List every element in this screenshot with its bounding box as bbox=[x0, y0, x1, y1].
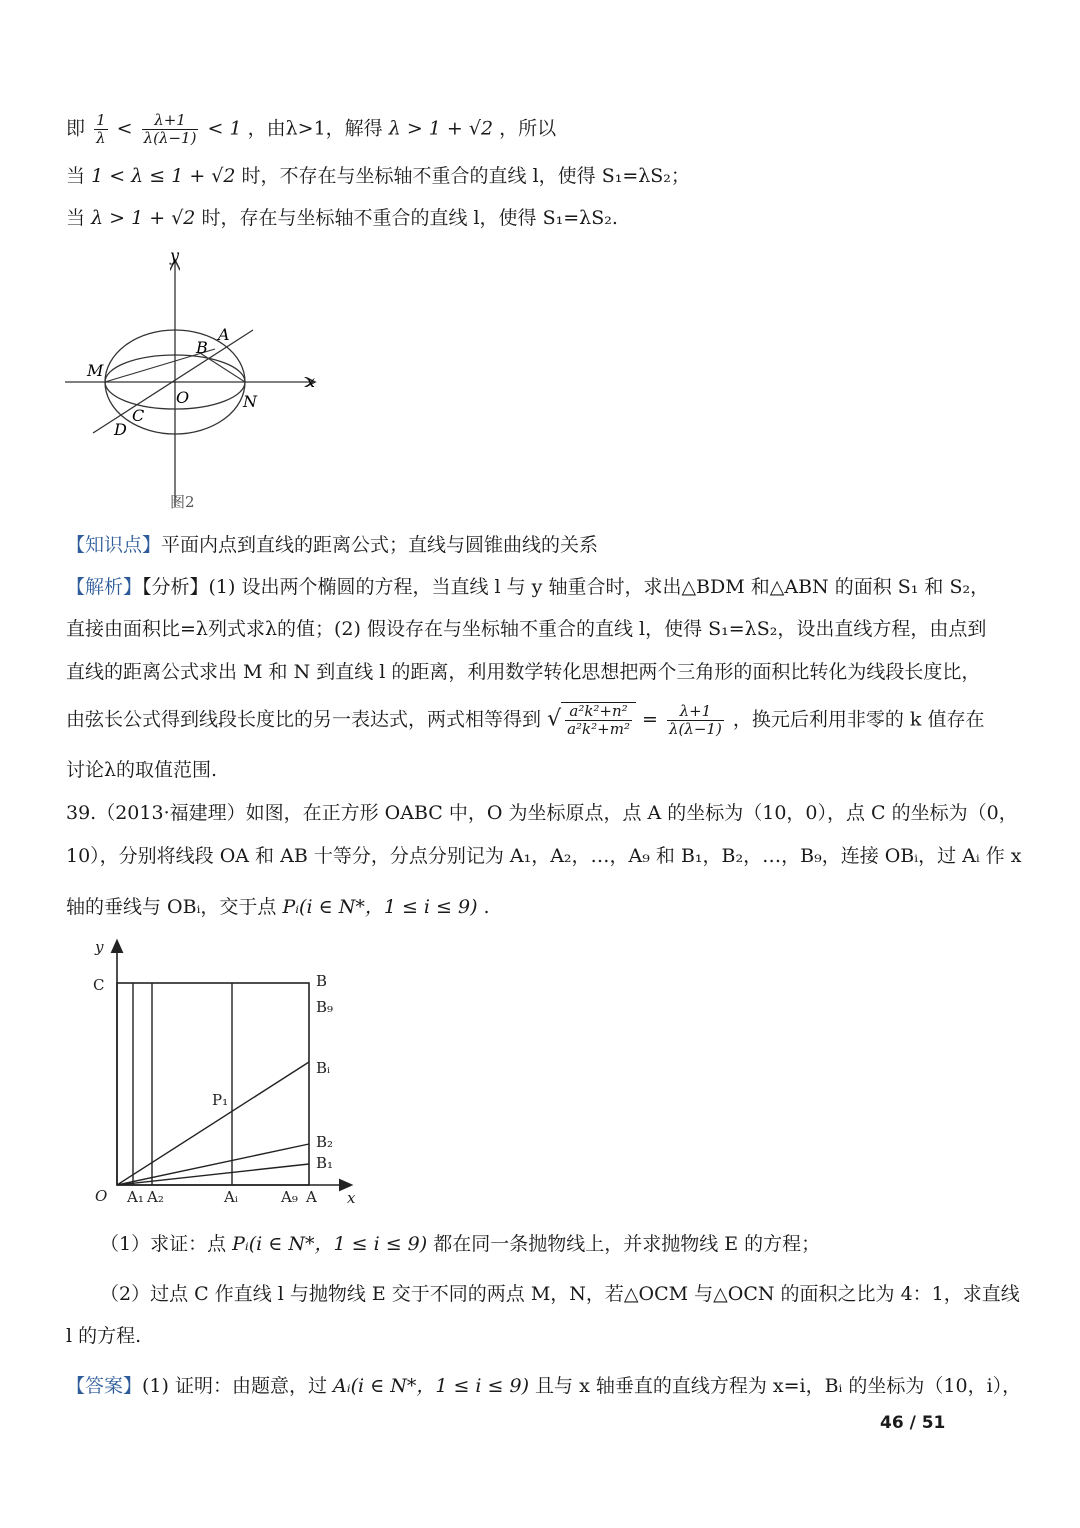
problem-line-3 bbox=[66, 894, 490, 920]
label-B9: B₉ bbox=[316, 998, 334, 1016]
figure-caption: 图2 bbox=[170, 493, 195, 511]
label-D: D bbox=[114, 420, 127, 439]
label-B2: B₂ bbox=[316, 1133, 334, 1151]
label-O: O bbox=[176, 388, 190, 407]
label-x: x bbox=[347, 1189, 356, 1207]
question-1 bbox=[100, 1231, 820, 1257]
segment-NB bbox=[200, 353, 245, 382]
square-OABC bbox=[117, 983, 309, 1185]
label-A9: A₉ bbox=[281, 1188, 298, 1206]
knowledge-tag: 【知识点】 bbox=[66, 534, 162, 556]
sqrt-sign: √ bbox=[547, 706, 562, 732]
label-M: M bbox=[87, 361, 104, 380]
less-than: < bbox=[116, 117, 133, 140]
ellipse-figure bbox=[60, 245, 330, 515]
square-figure bbox=[85, 935, 375, 1220]
analysis-line-3 bbox=[66, 659, 980, 685]
label-Bi: Bᵢ bbox=[316, 1059, 331, 1077]
question-2-text-b: l 的方程. bbox=[66, 1325, 142, 1347]
answer-line bbox=[66, 1373, 1021, 1399]
answer-text-b: 且与 x 轴垂直的直线方程为 x=i，Bᵢ 的坐标为（10，i）， bbox=[535, 1375, 1022, 1397]
rhs-fraction bbox=[667, 703, 724, 738]
frac-num: 1 bbox=[96, 111, 106, 129]
label-y: y bbox=[170, 246, 180, 265]
sqrt-fraction bbox=[565, 703, 632, 738]
page-number: 46 / 51 bbox=[880, 1413, 946, 1433]
frac-num: λ+1 bbox=[667, 703, 724, 721]
line-3 bbox=[66, 205, 618, 231]
question-1-text-a: （1）求证：点 bbox=[100, 1233, 227, 1255]
analysis-text-3: 直线的距离公式求出 M 和 N 到直线 l 的距离，利用数学转化思想把两个三角形的面积比转化为线段长度比， bbox=[66, 661, 981, 683]
condition-2: 1 < λ ≤ 1 + √2 bbox=[91, 165, 236, 187]
analysis-text-5: 讨论λ的取值范围. bbox=[66, 759, 218, 781]
answer-text-a: (1) 证明：由题意，过 bbox=[142, 1375, 327, 1397]
problem-text-3a: 轴的垂线与 OBᵢ，交于点 bbox=[66, 896, 277, 918]
label-C: C bbox=[132, 406, 145, 425]
frac-den: λ(λ−1) bbox=[668, 720, 722, 738]
knowledge-text: 平面内点到直线的距离公式；直线与圆锥曲线的关系 bbox=[161, 534, 599, 556]
label-B: B bbox=[316, 972, 328, 990]
condition-3: λ > 1 + √2 bbox=[91, 207, 196, 229]
label-A: A bbox=[306, 1188, 317, 1206]
frac-num: a²k²+n² bbox=[565, 703, 632, 721]
analysis-text-4a: 由弦长公式得到线段长度比的另一表达式，两式相等得到 bbox=[66, 708, 542, 731]
analysis-text-2: 直接由面积比=λ列式求λ的值；(2) 假设存在与坐标轴不重合的直线 l，使得 S₁=λS₂，设出直线方程，由点到 bbox=[66, 618, 987, 640]
question-2 bbox=[100, 1281, 1020, 1307]
problem-text-2: 10），分别将线段 OA 和 AB 十等分，分点分别记为 A₁，A₂，…，A₉ 和 B₁，B₂，…，B₉，连接 OBᵢ，过 Aᵢ 作 x bbox=[66, 845, 1022, 867]
text-solve: ，由λ>1，解得 bbox=[247, 117, 383, 140]
frac-den: a²k²+m² bbox=[567, 720, 630, 738]
question-1-text-b: 都在同一条抛物线上，并求抛物线 E 的方程； bbox=[433, 1233, 821, 1255]
label-C: C bbox=[93, 976, 105, 994]
sqrt-body bbox=[561, 702, 636, 738]
analysis-line-2 bbox=[66, 616, 986, 642]
analysis-line-5 bbox=[66, 757, 217, 783]
label-A: A bbox=[218, 325, 230, 344]
frac-num: λ+1 bbox=[142, 112, 199, 130]
analysis-line-4 bbox=[66, 702, 984, 738]
pi-condition: Pᵢ(i ∈ N*，1 ≤ i ≤ 9) bbox=[282, 896, 478, 918]
ai-condition: Aᵢ(i ∈ N*，1 ≤ i ≤ 9) bbox=[333, 1375, 529, 1397]
frac-den: λ(λ−1) bbox=[143, 129, 197, 147]
problem-line-2 bbox=[66, 843, 1021, 869]
analysis-tag: 【解析】 bbox=[66, 576, 143, 598]
label-B: B bbox=[196, 338, 208, 357]
question-2-text-a: （2）过点 C 作直线 l 与抛物线 E 交于不同的两点 M，N，若△OCM 与△OCN 的面积之比为 4：1，求直线 bbox=[100, 1283, 1020, 1305]
analysis-text-4b: ，换元后利用非零的 k 值存在 bbox=[732, 708, 985, 731]
condition-1: λ > 1 + √2 bbox=[388, 117, 494, 140]
fraction-lambda-expr bbox=[142, 112, 199, 147]
text-dang: 当 bbox=[66, 207, 86, 229]
label-N: N bbox=[243, 392, 257, 411]
problem-line-1 bbox=[66, 800, 1018, 826]
knowledge-line bbox=[66, 532, 598, 558]
label-x: x bbox=[306, 372, 316, 391]
line-1 bbox=[66, 112, 556, 147]
text-dang: 当 bbox=[66, 165, 86, 187]
label-Ai: Aᵢ bbox=[224, 1188, 238, 1206]
label-A1: A₁ bbox=[127, 1188, 144, 1206]
line-OB2 bbox=[117, 1144, 309, 1185]
problem-text-3b: . bbox=[483, 896, 490, 918]
label-P1: P₁ bbox=[212, 1091, 229, 1109]
label-A2: A₂ bbox=[147, 1188, 164, 1206]
text-ji: 即 bbox=[66, 117, 86, 140]
text-exist: 时，存在与坐标轴不重合的直线 l，使得 S₁=λS₂. bbox=[201, 207, 618, 229]
question-2-cont bbox=[66, 1323, 141, 1349]
problem-text-1: 39.（2013·福建理）如图，在正方形 OABC 中，O 为坐标原点，点 A 的坐标为（10，0），点 C 的坐标为（0， bbox=[66, 802, 1018, 824]
label-y: y bbox=[95, 938, 104, 956]
label-O: O bbox=[95, 1187, 108, 1205]
answer-tag: 【答案】 bbox=[66, 1375, 143, 1397]
text-therefore: ，所以 bbox=[499, 117, 557, 140]
analysis-line-1 bbox=[66, 574, 989, 600]
line-2 bbox=[66, 163, 690, 189]
text-not-exist: 时，不存在与坐标轴不重合的直线 l，使得 S₁=λS₂； bbox=[241, 165, 690, 187]
equals: = bbox=[642, 708, 658, 731]
label-B1: B₁ bbox=[316, 1154, 334, 1172]
pi-condition: Pᵢ(i ∈ N*，1 ≤ i ≤ 9) bbox=[232, 1233, 428, 1255]
frac-den: λ bbox=[96, 129, 106, 147]
fraction-one-over-lambda bbox=[94, 112, 108, 147]
analysis-text-1: 【分析】(1) 设出两个椭圆的方程，当直线 l 与 y 轴重合时，求出△BDM 和△ABN 的面积 S₁ 和 S₂， bbox=[142, 576, 990, 598]
less-than-one: < 1 bbox=[207, 117, 242, 140]
